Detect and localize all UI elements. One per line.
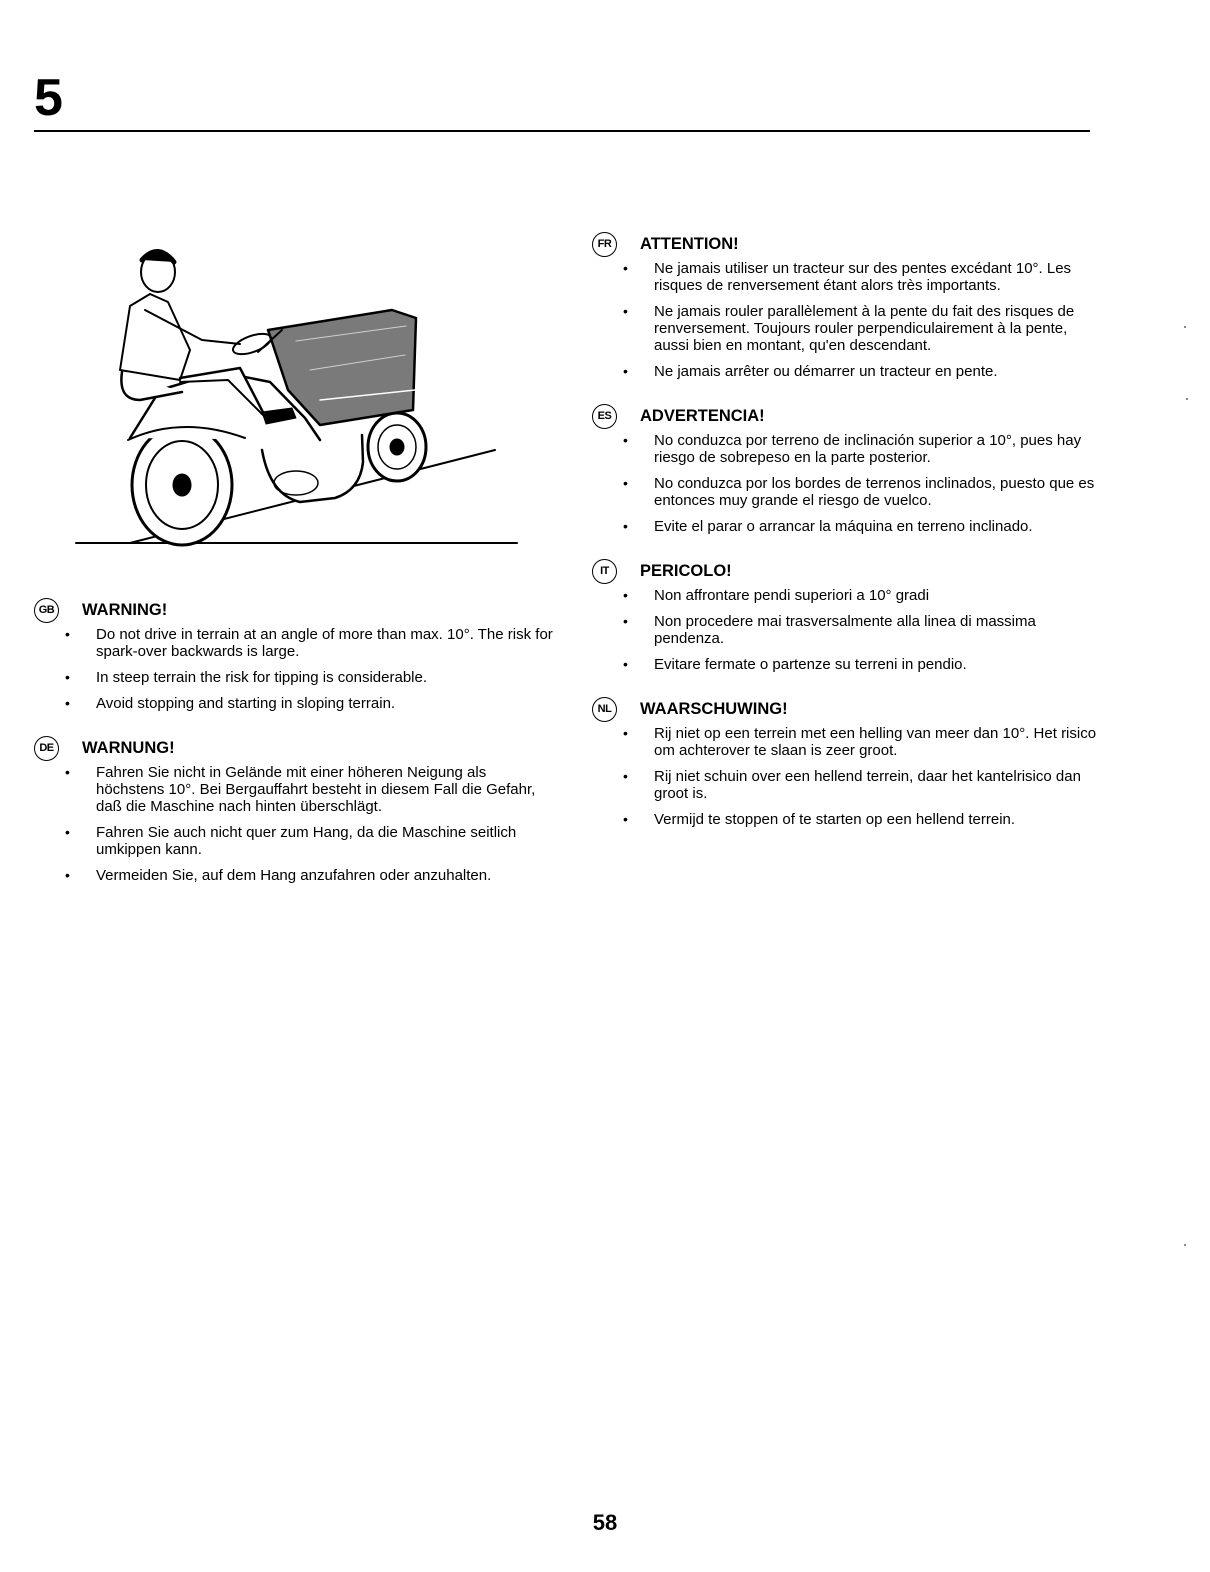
language-badge-fr: FR: [592, 232, 617, 257]
warning-item: • Ne jamais rouler parallèlement à la pente du fait des risques de renversement. Toujours rouler perpendiculairement à la pente, aussi bien en montant, qu'en descendant.: [654, 303, 1102, 354]
warning-item: • Evite el parar o arrancar la máquina en terreno inclinado.: [654, 518, 1102, 535]
warning-item: • Fahren Sie nicht in Gelände mit einer höheren Neigung als höchstens 10°. Bei Bergauffahrt besteht in diesem Fall die Gefahr, daß die Maschine nach hinten überschlägt.: [96, 764, 554, 815]
warning-it: [592, 557, 1102, 673]
warning-title: WARNING!: [82, 600, 168, 619]
right-column: [592, 230, 1102, 850]
warning-item: • Rij niet op een terrein met een helling van meer dan 10°. Het risico om achterover te slaan is zeer groot.: [654, 725, 1102, 759]
warning-item: • Ne jamais utiliser un tracteur sur des pentes excédant 10°. Les risques de renversement étant alors très importants.: [654, 260, 1102, 294]
warning-title: ADVERTENCIA!: [640, 406, 765, 425]
warning-item: • Ne jamais arrêter ou démarrer un tracteur en pente.: [654, 363, 1102, 380]
language-badge-es: ES: [592, 404, 617, 429]
scan-speck: [1184, 1244, 1186, 1246]
warning-item: • No conduzca por terreno de inclinación superior a 10°, pues hay riesgo de sobrepeso en la parte posterior.: [654, 432, 1102, 466]
warning-item: • Non procedere mai trasversalmente alla linea di massima pendenza.: [654, 613, 1102, 647]
tractor-on-slope-illustration: [70, 240, 520, 550]
left-column: [34, 596, 554, 906]
warning-item: • Vermeiden Sie, auf dem Hang anzufahren oder anzuhalten.: [96, 867, 554, 884]
warning-item: • Vermijd te stoppen of te starten op een hellend terrein.: [654, 811, 1102, 828]
scan-speck: [1184, 326, 1186, 328]
warning-title: WAARSCHUWING!: [640, 699, 788, 718]
scan-speck: [1186, 398, 1188, 400]
warning-item: • Non affrontare pendi superiori a 10° gradi: [654, 587, 1102, 604]
warning-item: • No conduzca por los bordes de terrenos inclinados, puesto que es entonces muy grande el riesgo de vuelco.: [654, 475, 1102, 509]
language-badge-it: IT: [592, 559, 617, 584]
header-rule: [34, 130, 1090, 132]
warning-title: PERICOLO!: [640, 561, 732, 580]
warning-item: • Evitare fermate o partenze su terreni in pendio.: [654, 656, 1102, 673]
warning-title: WARNUNG!: [82, 738, 175, 757]
warning-item: • Do not drive in terrain at an angle of more than max. 10°. The risk for spark-over backwards is large.: [96, 626, 554, 660]
language-badge-nl: NL: [592, 697, 617, 722]
warning-item: • Fahren Sie auch nicht quer zum Hang, da die Maschine seitlich umkippen kann.: [96, 824, 554, 858]
warning-gb: [34, 596, 554, 712]
warning-item: • Rij niet schuin over een hellend terrein, daar het kantelrisico dan groot is.: [654, 768, 1102, 802]
warning-de: [34, 734, 554, 884]
warning-es: [592, 402, 1102, 535]
language-badge-gb: GB: [34, 598, 59, 623]
warning-nl: [592, 695, 1102, 828]
warning-item: • Avoid stopping and starting in sloping terrain.: [96, 695, 554, 712]
warning-fr: [592, 230, 1102, 380]
warning-item: • In steep terrain the risk for tipping is considerable.: [96, 669, 554, 686]
language-badge-de: DE: [34, 736, 59, 761]
section-number: 5: [34, 69, 63, 127]
warning-title: ATTENTION!: [640, 234, 739, 253]
page-number: 58: [592, 1510, 618, 1535]
